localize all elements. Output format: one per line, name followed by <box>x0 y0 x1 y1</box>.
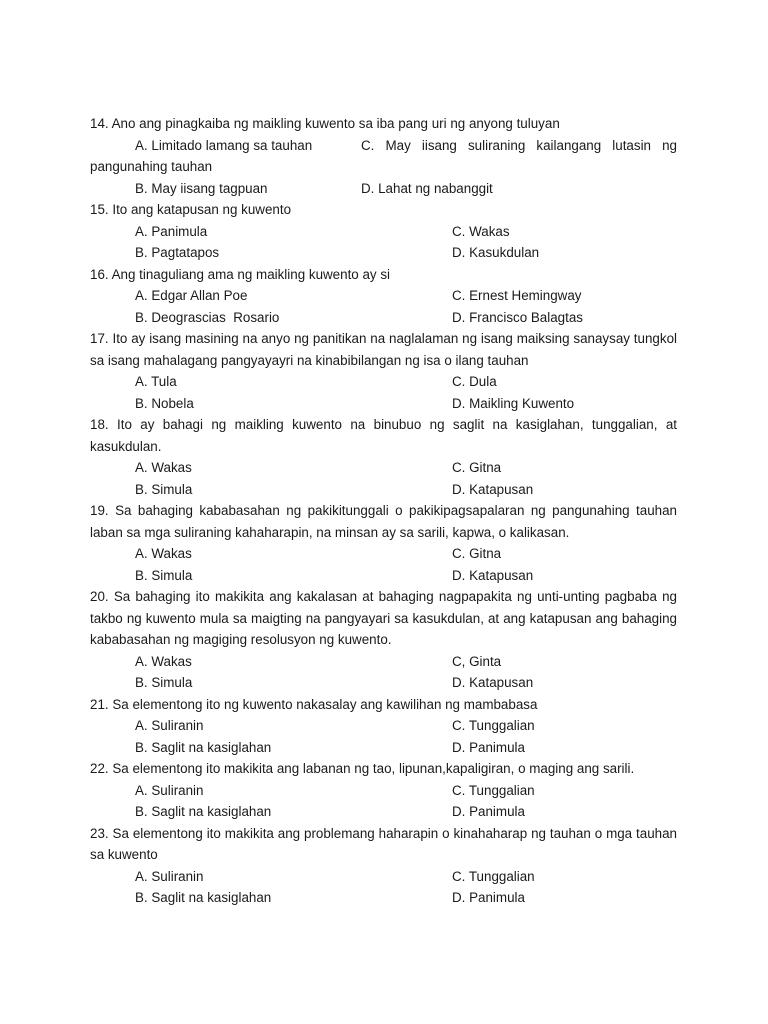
question-21 <box>90 694 677 759</box>
question-text <box>90 113 677 135</box>
choice-c: C. Tunggalian <box>452 718 535 733</box>
choice-d: D. Francisco Balagtas <box>452 309 583 325</box>
choice-a: A. Edgar Allan Poe <box>135 288 248 303</box>
choice-b: B. Pagtatapos <box>135 245 220 260</box>
choice-row <box>90 801 677 823</box>
choice-row <box>90 543 677 565</box>
choice-d: D. Katapusan <box>452 567 534 583</box>
question-body: Ito ang katapusan ng kuwento <box>112 202 292 217</box>
choice-c: C. May iisang suliraning kailangang lutasin ng pangunahing tauhan <box>90 137 677 174</box>
question-text <box>90 823 677 866</box>
question-body: Ito ay bahagi ng maikling kuwento na binubuo ng saglit na kasiglahan, tunggalian, at kasukdulan. <box>90 417 677 454</box>
choice-row <box>90 780 677 802</box>
choice-row <box>90 285 677 307</box>
choice-c: C. Gitna <box>452 460 502 475</box>
choice-d: D. Panimula <box>452 890 525 905</box>
choice-c: C, Ginta <box>452 653 502 669</box>
choice-row <box>90 307 677 329</box>
choice-a: A. Wakas <box>135 653 192 669</box>
choice-d: D. Katapusan <box>452 481 534 497</box>
question-body: Sa bahaging ito makikita ang kakalasan at bahaging nagpapakita ng unti-unting pagbaba ng takbo ng kuwento mula sa maigting na pangyayari sa kasukdulan, at ang katapusan ang bahaging kababasahan ng magiging resolusyon ng kuwento. <box>90 589 677 647</box>
choice-c: C. Gitna <box>452 546 502 561</box>
choice-c: C. Wakas <box>452 223 510 239</box>
question-body: Sa elementong ito makikita ang labanan ng tao, lipunan,kapaligiran, o maging ang sarili. <box>112 761 635 776</box>
quiz-page <box>90 113 677 909</box>
question-18 <box>90 414 677 500</box>
question-number: 19. <box>90 503 109 518</box>
question-body: Ito ay isang masining na anyo ng panitikan na naglalaman ng isang maiksing sanaysay tungkol sa isang mahalagang pangyayayri na kinabibilangan ng isa o ilang tauhan <box>90 331 677 368</box>
question-17 <box>90 328 677 414</box>
question-text <box>90 328 677 371</box>
choice-b: B. Simula <box>135 481 193 497</box>
choice-d: D. Lahat ng nabanggit <box>361 180 493 196</box>
choice-d: D. Maikling Kuwento <box>452 395 575 411</box>
question-number: 14. <box>90 116 109 131</box>
choice-row <box>90 651 677 673</box>
choice-row <box>90 565 677 587</box>
choice-d: D. Panimula <box>452 739 525 755</box>
choice-row <box>90 371 677 393</box>
choice-a: A. Tula <box>135 374 177 389</box>
choice-c: C. Tunggalian <box>452 782 535 798</box>
question-text <box>90 199 677 221</box>
choice-row <box>90 737 677 759</box>
choice-b: B. Saglit na kasiglahan <box>135 739 272 755</box>
question-body: Ano ang pinagkaiba ng maikling kuwento sa iba pang uri ng anyong tuluyan <box>111 116 560 131</box>
choice-b: B. Saglit na kasiglahan <box>135 890 272 905</box>
choice-row <box>90 479 677 501</box>
question-body: Sa bahaging kababasahan ng pakikitunggali o pakikipagsapalaran ng pangunahing tauhan laban sa mga suliraning kahaharapin, na minsan ay sa sarili, kapwa, o kalikasan. <box>90 503 677 540</box>
choice-row <box>90 242 677 264</box>
question-20 <box>90 586 677 694</box>
question-text <box>90 414 677 457</box>
question-number: 17. <box>90 331 109 346</box>
question-number: 18. <box>90 417 109 432</box>
question-body: Ang tinaguliang ama ng maikling kuwento ay si <box>111 266 391 282</box>
question-text <box>90 694 677 716</box>
choice-a: A. Wakas <box>135 546 192 561</box>
question-body: Sa elementong ito ng kuwento nakasalay ang kawilihan ng mambabasa <box>112 696 538 712</box>
choice-row <box>90 672 677 694</box>
choice-a: A. Suliranin <box>135 782 204 798</box>
choice-row <box>90 135 677 178</box>
question-15 <box>90 199 677 264</box>
question-19 <box>90 500 677 586</box>
choice-row <box>90 393 677 415</box>
choice-d: D. Panimula <box>452 804 525 819</box>
choice-a: A. Suliranin <box>135 868 204 884</box>
choice-c: C. Tunggalian <box>452 868 535 884</box>
question-text <box>90 264 677 286</box>
question-number: 23. <box>90 825 109 841</box>
question-22 <box>90 758 677 823</box>
choice-row <box>90 221 677 243</box>
choice-row <box>90 715 677 737</box>
question-text <box>90 500 677 543</box>
choice-b: B. Simula <box>135 567 193 583</box>
choice-b: B. Saglit na kasiglahan <box>135 804 272 819</box>
choice-a: A. Suliranin <box>135 718 204 733</box>
question-16 <box>90 264 677 329</box>
choice-d: D. Katapusan <box>452 675 534 690</box>
choice-b: B. Nobela <box>135 395 194 411</box>
choice-b: B. Deograscias Rosario <box>135 309 280 325</box>
choice-a: A. Limitado lamang sa tauhan <box>135 137 313 153</box>
choice-c: C. Dula <box>452 374 497 389</box>
question-number: 22. <box>90 761 109 776</box>
question-text <box>90 758 677 780</box>
choice-row <box>90 457 677 479</box>
choice-b: B. May iisang tagpuan <box>135 180 268 196</box>
choice-c: C. Ernest Hemingway <box>452 288 582 303</box>
question-23 <box>90 823 677 909</box>
question-number: 20. <box>90 589 109 604</box>
question-number: 16. <box>90 266 109 282</box>
choice-row <box>90 178 677 200</box>
choice-d: D. Kasukdulan <box>452 245 540 260</box>
question-number: 21. <box>90 696 109 712</box>
choice-b: B. Simula <box>135 675 193 690</box>
question-number: 15. <box>90 202 109 217</box>
question-body: Sa elementong ito makikita ang problemang haharapin o kinahaharap ng tauhan o mga tauhan sa kuwento <box>90 825 677 862</box>
choice-row <box>90 866 677 888</box>
choice-a: A. Panimula <box>135 223 208 239</box>
question-14 <box>90 113 677 199</box>
choice-row <box>90 887 677 909</box>
question-text <box>90 586 677 651</box>
choice-a: A. Wakas <box>135 460 192 475</box>
